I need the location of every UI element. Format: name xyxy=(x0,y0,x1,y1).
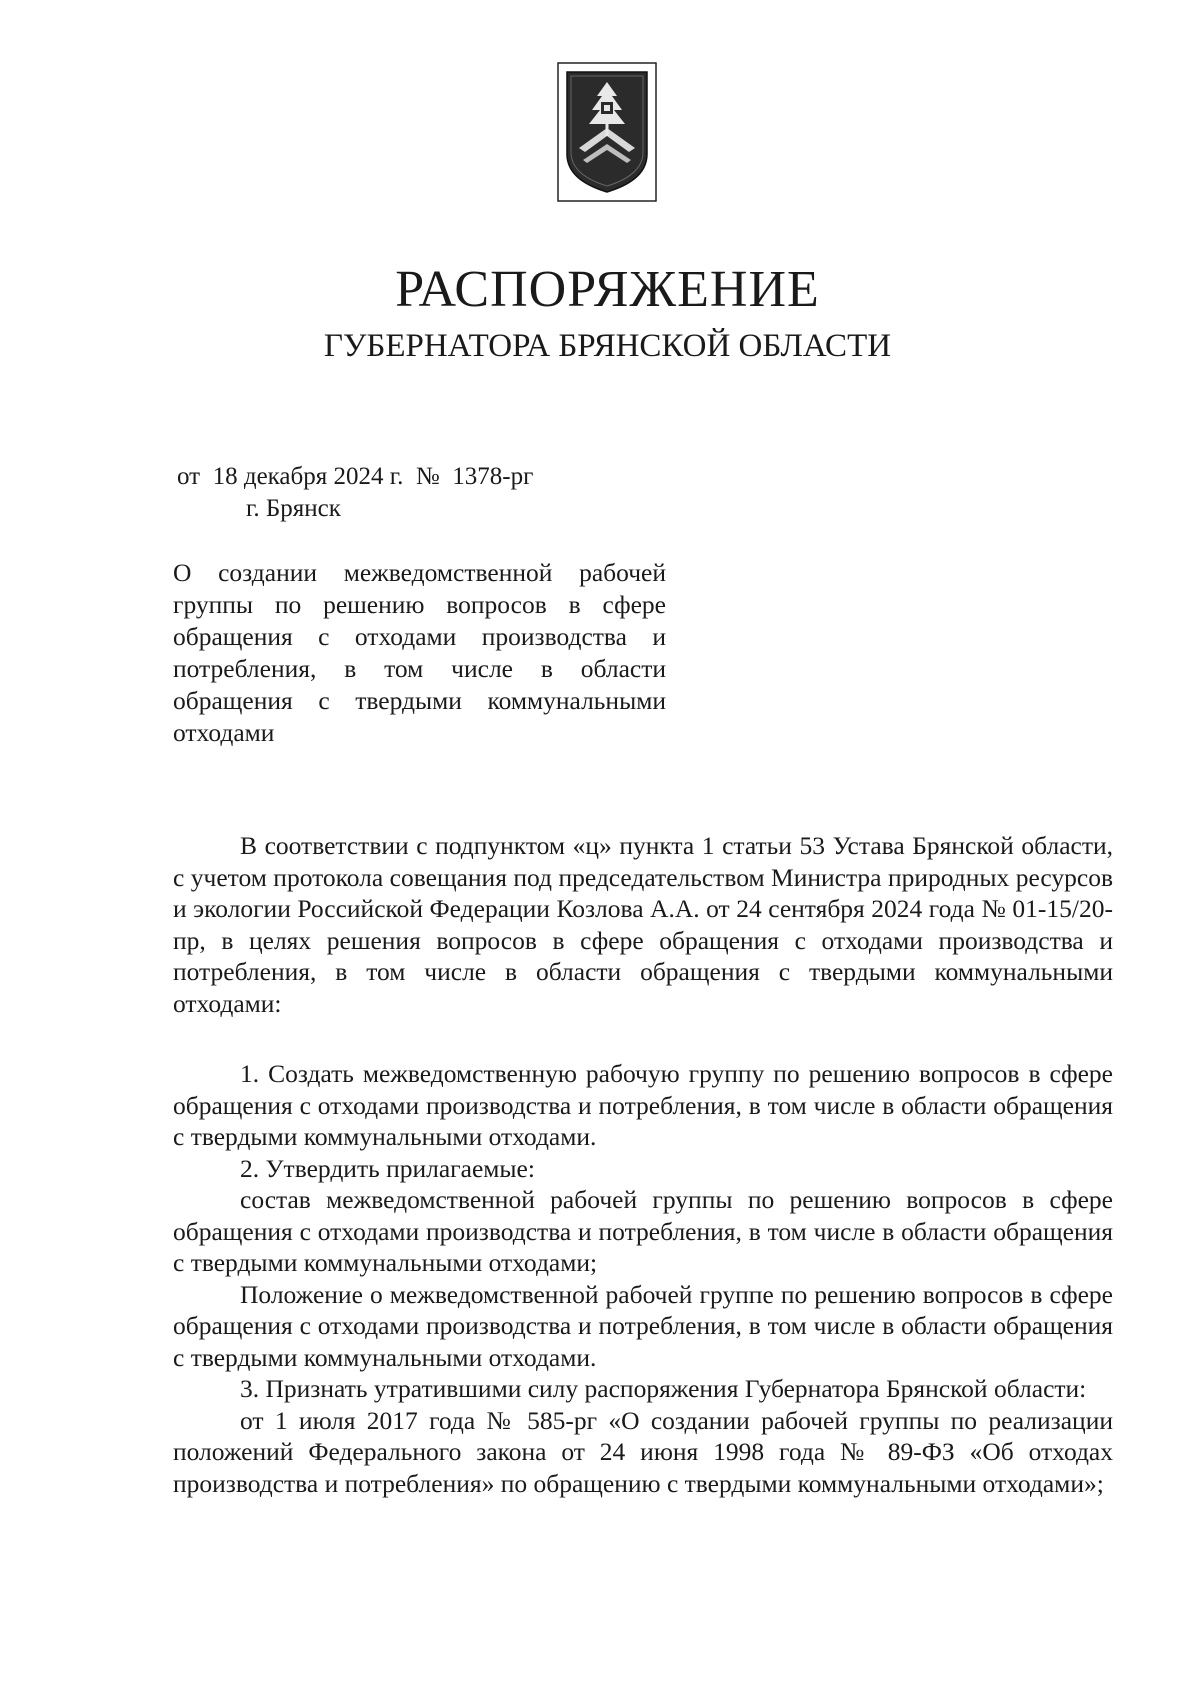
item-2-b: Положение о межведомственной рабочей группе по решению вопросов в сфере обращения с отходами производства и потребления, в том числе в области обращения с твердыми коммунальными отходами. xyxy=(173,1279,1113,1372)
document-title: РАСПОРЯЖЕНИЕ xyxy=(395,261,820,318)
item-3: 3. Признать утратившими силу распоряжения Губернатора Брянской области: xyxy=(240,1374,1087,1403)
preamble-paragraph: В соответствии с подпунктом «ц» пункта 1 статьи 53 Устава Брянской области, с учетом протокола совещания под председательством Министра природных ресурсов и экологии Российской Федерации Козлова А.А. от 24 сентября 2024 года № 01-15/20-пр, в целях решения вопросов в сфере обращения с отходами производства и потребления, в том числе в области обращения с твердыми коммунальными отходами: xyxy=(173,831,1113,1018)
document-subject: О создании межведомственной рабочей группы по решению вопросов в сфере обращения с отходами производства и потребления, в том числе в области обращения с твердыми коммунальными отходами xyxy=(173,558,666,747)
coat-of-arms-icon xyxy=(557,62,657,202)
date-and-number: от 18 декабря 2024 г. № 1378-рг xyxy=(177,463,534,490)
document-subtitle: ГУБЕРНАТОРА БРЯНСКОЙ ОБЛАСТИ xyxy=(323,328,892,364)
city: г. Брянск xyxy=(246,495,341,522)
item-2-a: состав межведомственной рабочей группы по решению вопросов в сфере обращения с отходами производства и потребления, в том числе в области обращения с твердыми коммунальными отходами; xyxy=(173,1185,1113,1277)
document-body xyxy=(173,830,1113,1499)
item-3-a: от 1 июля 2017 года № 585-рг «О создании рабочей группы по реализации положений Федерального закона от 24 июня 1998 года № 89-ФЗ «Об отходах производства и потребления» по обращению с твердыми коммунальными отходами»; xyxy=(173,1405,1113,1498)
item-2: 2. Утвердить прилагаемые: xyxy=(240,1153,535,1183)
item-1: 1. Создать межведомственную рабочую группу по решению вопросов в сфере обращения с отходами производства и потребления, в том числе в области обращения с твердыми коммунальными отходами. xyxy=(173,1059,1113,1151)
